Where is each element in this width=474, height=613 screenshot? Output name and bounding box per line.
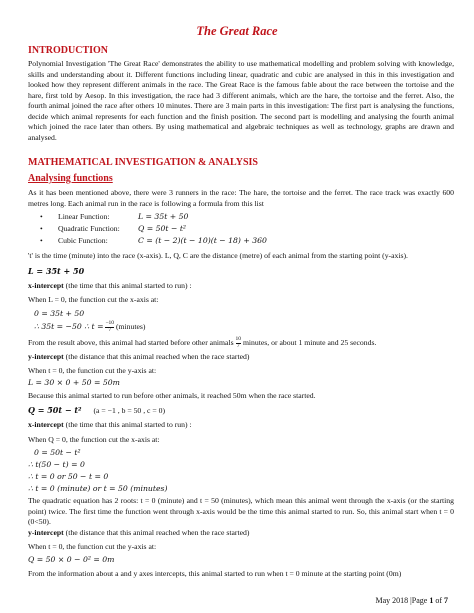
equation-5: ∴ t(50 − t) = 0 xyxy=(28,460,85,469)
result-fraction xyxy=(236,337,242,349)
function-label: Cubic Function: xyxy=(58,236,108,245)
footer-of: of xyxy=(435,596,442,605)
result-line xyxy=(28,337,376,349)
final-text: From the information about a and y axes intercepts, this animal started to run when t = 0 minute at the starting point (0m) xyxy=(28,569,402,578)
fraction-numerator: −10 xyxy=(105,320,115,326)
function-label: Quadratic Function: xyxy=(58,224,120,233)
x-intercept-label: x-intercept xyxy=(28,420,64,429)
when-q0-text: When Q = 0, the function cut the x-axis at: xyxy=(28,435,160,444)
result-fraction-denominator: 7 xyxy=(236,342,240,349)
function-item: • Cubic Function: C = (t − 2)(t − 10)(t − 18) + 360 xyxy=(40,236,267,245)
when-l0-text: When L = 0, the function cut the x-axis at: xyxy=(28,295,159,304)
quadratic-title-line xyxy=(28,405,165,416)
function-item: • Quadratic Function: Q = 50t − t² xyxy=(40,224,187,233)
x-intercept-desc: (the time that this animal started to run) : xyxy=(63,281,192,290)
equation-1: 0 = 35t + 50 xyxy=(34,309,85,318)
equation-2-line xyxy=(34,321,145,333)
page-footer: May 2018 |Page 1 of 7 xyxy=(375,596,448,605)
because-text: Because this animal started to run before other animals, it reached 50m when the race started. xyxy=(28,391,316,400)
y-intercept-label: y-intercept xyxy=(28,352,64,361)
equation-4: 0 = 50t − t² xyxy=(34,448,81,457)
footer-page-label: Page xyxy=(411,596,428,605)
document-title: The Great Race xyxy=(196,24,278,38)
roots-paragraph: The quadratic equation has 2 roots: t = 0 (minute) and t = 50 (minutes), which mean this animal went through the x-axis (or the starting point) twice. The first time the function went through x-axis would be the time this animal started to run. So, this animal start when t = 0 (0<50). xyxy=(28,496,454,526)
function-formula: C = (t − 2)(t − 10)(t − 18) + 360 xyxy=(138,236,267,245)
function-formula: Q = 50t − t² xyxy=(138,224,187,233)
intro-heading: INTRODUCTION xyxy=(28,45,109,56)
equation-7: ∴ t = 0 (minute) or t = 50 (minutes) xyxy=(28,484,168,493)
result-fraction-numerator: 10 xyxy=(235,336,242,342)
x-intercept-line xyxy=(28,281,192,291)
function-formula: L = 35t + 50 xyxy=(138,212,189,221)
y-intercept-desc: (the distance that this animal reached when the race started) xyxy=(63,528,250,537)
footer-date: May 2018 xyxy=(375,596,409,605)
when-t0-text: When t = 0, the function cut the y-axis at: xyxy=(28,366,157,375)
equation-3: L = 30 × 0 + 50 = 50m xyxy=(28,378,120,387)
equation-6: ∴ t = 0 or 50 − t = 0 xyxy=(28,472,109,481)
x-intercept-line-2 xyxy=(28,420,192,430)
result-text-b: minutes, or about 1 minute and 25 seconds. xyxy=(242,337,377,347)
linear-function-title: L = 35t + 50 xyxy=(28,266,85,276)
analysing-functions-heading: Analysing functions xyxy=(28,173,113,184)
y-intercept-desc: (the distance that this animal reached when the race started) xyxy=(63,352,250,361)
definition-text: 't' is the time (minute) into the race (x-axis). L, Q, C are the distance (metre) of each animal from the starting point (y-axis). xyxy=(28,251,408,260)
minutes-unit: (minutes) xyxy=(115,321,146,331)
fraction-denominator: 7 xyxy=(108,326,112,333)
footer-page-total: 7 xyxy=(444,596,448,605)
analysis-heading: MATHEMATICAL INVESTIGATION & ANALYSIS xyxy=(28,157,258,168)
quadratic-coefficients: (a = −1 , b = 50 , c = 0) xyxy=(93,406,166,415)
function-label: Linear Function: xyxy=(58,212,110,221)
x-intercept-label: x-intercept xyxy=(28,281,64,290)
x-intercept-desc: (the time that this animal started to run) : xyxy=(63,420,192,429)
y-intercept-label: y-intercept xyxy=(28,528,64,537)
when-t0-text-2: When t = 0, the function cut the y-axis at: xyxy=(28,542,157,551)
equation-2: ∴ 35t = −50 ∴ t = xyxy=(34,321,104,331)
quadratic-function-title: Q = 50t − t² xyxy=(28,405,82,415)
fraction xyxy=(105,321,114,333)
footer-page-number: 1 xyxy=(429,596,434,605)
y-intercept-line xyxy=(28,352,249,362)
intro-paragraph: Polynomial Investigation 'The Great Race' demonstrates the ability to use mathematical modelling and problem solving with knowledge, skills and understanding about it. Different functions including linear, quadratic and cubic are analysed in this in this investigation and looked how they represent different animals in the race. The Great Race is the famous fable about the race between the tortoise and the hare, first told by Aesop. In this investigation, the race had 3 different animals, which are the hare, the tortoise and the ferret. Also, the fourth animal joined the race after others 10 minutes. There are 3 main parts in this investigation: The first part is analysing the functions, decide which animal represents for each function and the finish position. The second part is modelling and analysing the fourth animal which joined the race later than others. By using mathematical and algebraic techniques as well as technology, graphs are drawn and analysed. xyxy=(28,59,454,142)
analysis-intro: As it has been mentioned above, there were 3 runners in the race: The hare, the tortoise and the ferret. The race track was exactly 600 metres long. Each animal run in the race is following a formula from this list xyxy=(28,188,454,208)
function-item: • Linear Function: L = 35t + 50 xyxy=(40,212,189,221)
y-intercept-line-2 xyxy=(28,528,249,538)
equation-8: Q = 50 × 0 − 0² = 0m xyxy=(28,555,115,564)
result-text-a: From the result above, this animal had started before other animals xyxy=(28,337,234,347)
